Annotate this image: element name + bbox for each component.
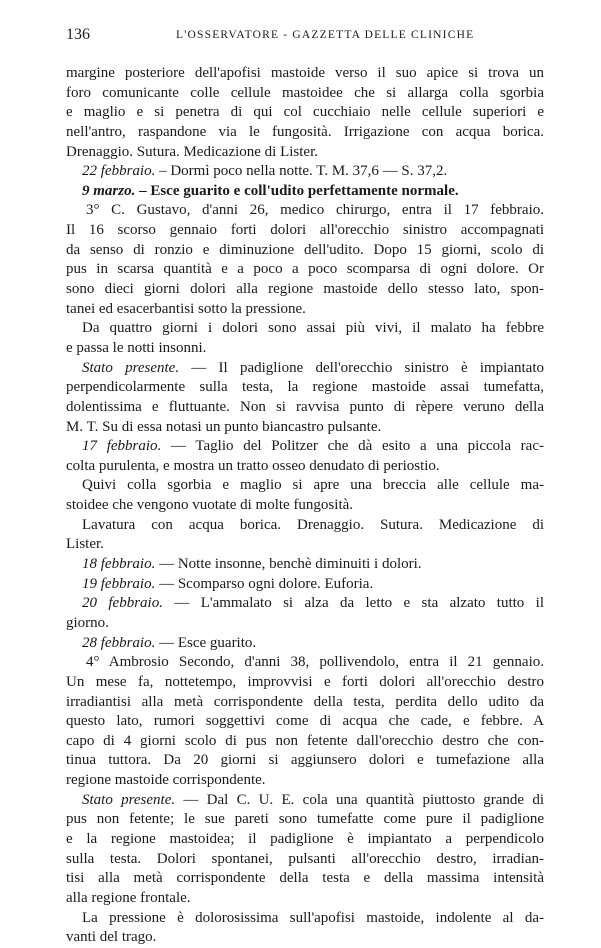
running-title: L'OSSERVATORE - GAZZETTA DELLE CLINICHE	[176, 29, 475, 41]
text-line: nell'antro, raspandone via le fungosità. Irrigazione con acqua borica.	[66, 123, 544, 140]
text-line: Da quattro giorni i dolori sono assai più vivi, il malato ha febbre	[82, 320, 544, 337]
text-line: questo lato, rumori soggettivi come di acqua che cade, e febbre. A	[66, 713, 544, 730]
diary-entry: 28 febbraio. — Esce guarito.	[82, 634, 257, 651]
entry-label: Stato presente.	[82, 791, 176, 808]
text-line: La pressione è dolorosissima sull'apofisi mastoide, indolente al da-	[82, 909, 544, 926]
text-line: M. T. Su di essa notasi un punto biancastro pulsante.	[66, 418, 382, 435]
text-line: giorno.	[66, 614, 109, 631]
diary-entry: 19 febbraio. — Scomparso ogni dolore. Euforia.	[82, 575, 374, 592]
text-line: tinua tuttora. Da 20 giorni si aggiunsero dolori e tumefazione alla	[66, 752, 544, 769]
entry-date: 17 febbraio.	[82, 438, 162, 455]
text-line: dolentissima e fluttuante. Non si ravvisa punto di rèpere veruno della	[66, 398, 544, 415]
entry-date: 22 febbraio.	[82, 163, 156, 180]
text-line: Il 16 scorso gennaio forti dolori all'orecchio sinistro accompagnati	[66, 222, 544, 239]
case-heading-line: 4° Ambrosio Secondo, d'anni 38, pollivendolo, entra il 21 gennaio.	[86, 654, 544, 671]
page-header	[66, 26, 543, 48]
text-line: sulla testa. Dolori spontanei, pulsanti all'orecchio destro, irradian-	[66, 850, 544, 867]
diary-entry: Stato presente. — Il padiglione dell'orecchio sinistro è impiantato	[82, 359, 544, 376]
text-line: e maglio e si penetra di qui col cucchiaio nelle cellule superiori e	[66, 104, 544, 121]
body-text	[66, 64, 544, 948]
entry-date: 28 febbraio.	[82, 634, 156, 651]
text-line: vanti del trago.	[66, 929, 157, 946]
entry-label: Stato presente.	[82, 359, 180, 376]
diary-entry: 9 marzo. – Esce guarito e coll'udito perfettamente normale.	[82, 182, 459, 199]
text-line: irradiantisi alla metà corrispondente della testa, perdita dello udito da	[66, 693, 544, 710]
text-line: Lavatura con acqua borica. Drenaggio. Sutura. Medicazione di	[82, 516, 544, 533]
text-line: alla regione frontale.	[66, 889, 191, 906]
entry-date: 19 febbraio.	[82, 575, 156, 592]
text-line: capo di 4 giorni scolo di pus non fetente dall'orecchio destro che con-	[66, 732, 544, 749]
entry-date: 20 febbraio.	[82, 595, 163, 612]
page-number: 136	[66, 26, 90, 43]
diary-entry: Stato presente. — Dal C. U. E. cola una quantità piuttosto grande di	[82, 791, 544, 808]
text-line: Lister.	[66, 536, 104, 553]
text-line: perpendicolarmente sulla testa, la regione mastoide assai tumefatta,	[66, 379, 544, 396]
entry-date: 9 marzo.	[82, 182, 136, 199]
text-line: foro comunicante colle cellule mastoidee che si allarga colla sgorbia	[66, 84, 544, 101]
text-line: pus in scarsa quantità e a poco a poco scomparsa di ogni dolore. Or	[66, 261, 544, 278]
diary-entry: 18 febbraio. — Notte insonne, benchè diminuiti i dolori.	[82, 556, 422, 573]
text-line: da senso di ronzio e diminuzione dell'udito. Dopo 15 giorni, scolo di	[66, 241, 544, 258]
text-line: e passa le notti insonni.	[66, 339, 207, 356]
text-line: regione mastoide corrispondente.	[66, 772, 266, 789]
text-line: colta purulenta, e mostra un tratto osseo denudato di periostio.	[66, 457, 440, 474]
entry-date: 18 febbraio.	[82, 556, 156, 573]
diary-entry: 22 febbraio. – Dormì poco nella notte. T. M. 37,6 — S. 37,2.	[82, 163, 448, 180]
text-line: e la regione mastoidea; il padiglione è impiantato a perpendicolo	[66, 830, 544, 847]
text-line: Un mese fa, nottetempo, improvvisi e forti dolori all'orecchio destro	[66, 673, 544, 690]
text-line: Quivi colla sgorbia e maglio si apre una breccia alle cellule ma-	[82, 477, 544, 494]
diary-entry: 17 febbraio. — Taglio del Politzer che dà esito a una piccola rac-	[82, 438, 544, 455]
text-line: tanei ed esacerbantisi sotto la pressione.	[66, 300, 306, 317]
text-line: stoidee che vengono vuotate di molte fungosità.	[66, 497, 354, 514]
case-heading-line: 3° C. Gustavo, d'anni 26, medico chirurgo, entra il 17 febbraio.	[86, 202, 544, 219]
text-line: Drenaggio. Sutura. Medicazione di Lister.	[66, 143, 319, 160]
text-line: margine posteriore dell'apofisi mastoide verso il suo apice si trova un	[66, 65, 544, 81]
text-line: tisi alla metà corrispondente della testa e della massima intensità	[66, 870, 544, 887]
text-line: sono dieci giorni dolori alla regione mastoide dello stesso lato, spon-	[66, 281, 544, 298]
diary-entry: 20 febbraio. — L'ammalato si alza da letto e sta alzato tutto il	[82, 595, 544, 612]
text-line: pus non fetente; le sue pareti sono tumefatte come pure il padiglione	[66, 811, 544, 828]
